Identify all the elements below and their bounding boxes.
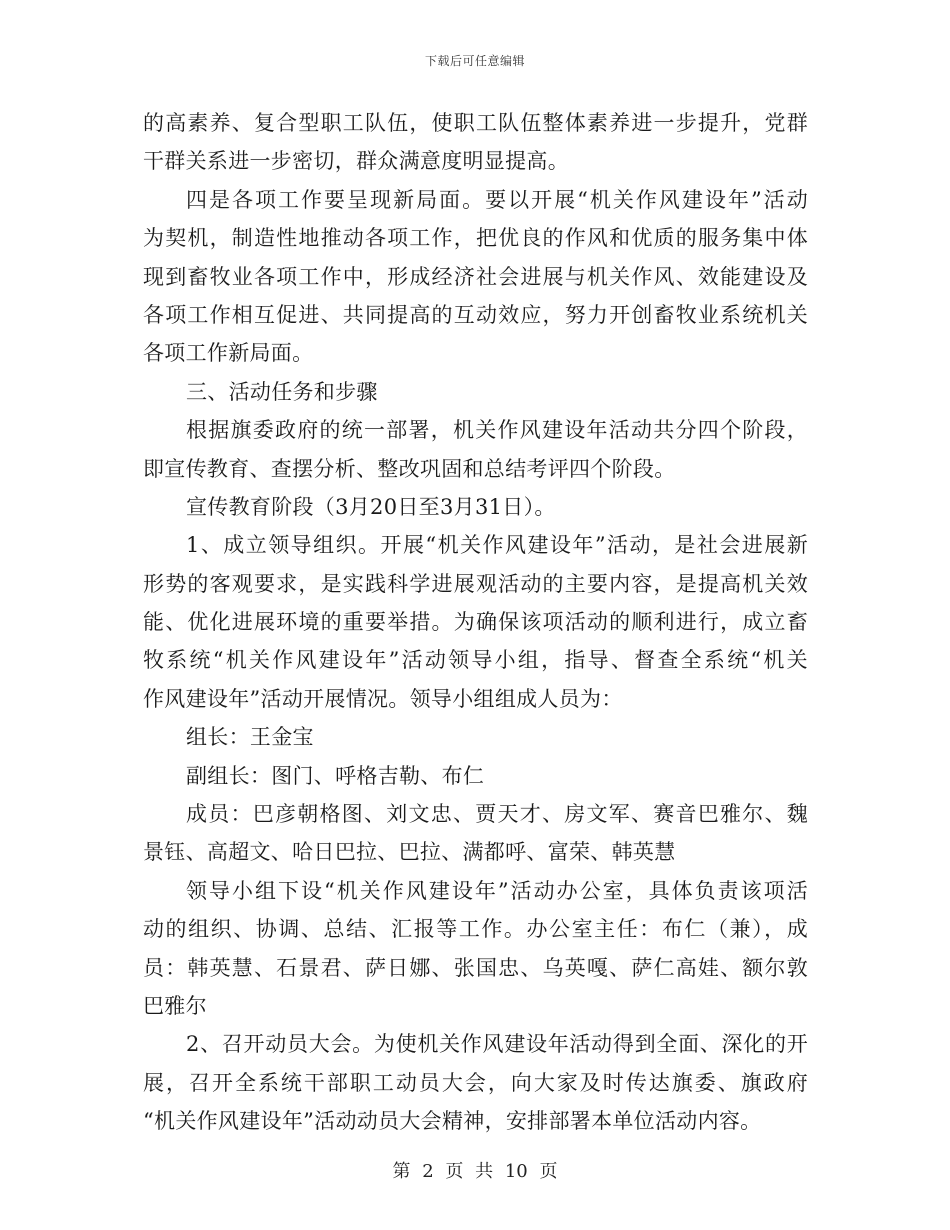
text-line: 展，召开全系统干部职工动员大会，向大家及时传达旗委、旗政府 — [143, 1070, 808, 1095]
paragraph — [143, 795, 808, 872]
text-line: 即宣传教育、查摆分析、整改巩固和总结考评四个阶段。 — [143, 456, 676, 481]
paragraph — [143, 1025, 808, 1140]
text-line: 员：韩英慧、石景君、萨日娜、张国忠、乌英嘎、萨仁高娃、额尔敦 — [143, 955, 808, 980]
page-number-footer: 第 2 页 共 10 页 — [392, 1161, 558, 1182]
text-line: 动的组织、协调、总结、汇报等工作。办公室主任：布仁（兼），成 — [143, 917, 808, 942]
document-body — [143, 104, 808, 1141]
text-line: 各项工作相互促进、共同提高的互动效应，努力开创畜牧业系统机关 — [143, 302, 808, 327]
text-line: 形势的客观要求，是实践科学进展观活动的主要内容，是提高机关效 — [143, 571, 808, 596]
paragraph — [143, 181, 808, 373]
paragraph — [143, 411, 808, 488]
paragraph — [143, 872, 808, 1026]
text-line: 能、优化进展环境的重要举措。为确保该项活动的顺利进行，成立畜 — [143, 610, 808, 635]
text-line: “机关作风建设年”活动动员大会精神，安排部署本单位活动内容。 — [143, 1109, 762, 1134]
text-line: 组长：王金宝 — [186, 725, 314, 750]
text-line: 牧系统“机关作风建设年”活动领导小组，指导、督查全系统“机关 — [143, 648, 808, 673]
text-line: 1、成立领导组织。开展“机关作风建设年”活动，是社会进展新 — [186, 533, 808, 558]
page-header-note: 下载后可任意编辑 — [424, 54, 525, 68]
text-line: 四是各项工作要呈现新局面。要以开展“机关作风建设年”活动 — [186, 187, 808, 212]
text-line: 巴雅尔 — [143, 993, 207, 1018]
text-line: 为契机，制造性地推动各项工作，把优良的作风和优质的服务集中体 — [143, 226, 808, 251]
text-line: 副组长：图门、呼格吉勒、布仁 — [186, 763, 485, 788]
text-line: 根据旗委政府的统一部署，机关作风建设年活动共分四个阶段， — [186, 418, 808, 443]
text-line: 各项工作新局面。 — [143, 341, 314, 366]
text-line: 宣传教育阶段（3月20日至3月31日）。 — [186, 494, 556, 519]
text-line: 作风建设年”活动开展情况。领导小组组成人员为： — [143, 686, 623, 711]
section-heading — [143, 373, 808, 411]
text-line: 2、召开动员大会。为使机关作风建设年活动得到全面、深化的开 — [186, 1032, 808, 1057]
text-line: 现到畜牧业各项工作中，形成经济社会进展与机关作风、效能建设及 — [143, 264, 808, 289]
text-line: 干群关系进一步密切，群众满意度明显提高。 — [143, 149, 569, 174]
paragraph — [143, 488, 808, 526]
text-line: 成员：巴彦朝格图、刘文忠、贾天才、房文军、赛音巴雅尔、魏 — [186, 802, 808, 827]
text-line: 的高素养、复合型职工队伍，使职工队伍整体素养进一步提升，党群 — [143, 111, 808, 135]
paragraph — [143, 718, 808, 756]
text-line: 三、活动任务和步骤 — [186, 379, 378, 404]
paragraph — [143, 104, 808, 181]
paragraph — [143, 757, 808, 795]
text-line: 领导小组下设“机关作风建设年”活动办公室，具体负责该项活 — [186, 878, 808, 903]
paragraph — [143, 526, 808, 718]
text-line: 景钰、高超文、哈日巴拉、巴拉、满都呼、富荣、韩英慧 — [143, 840, 676, 865]
